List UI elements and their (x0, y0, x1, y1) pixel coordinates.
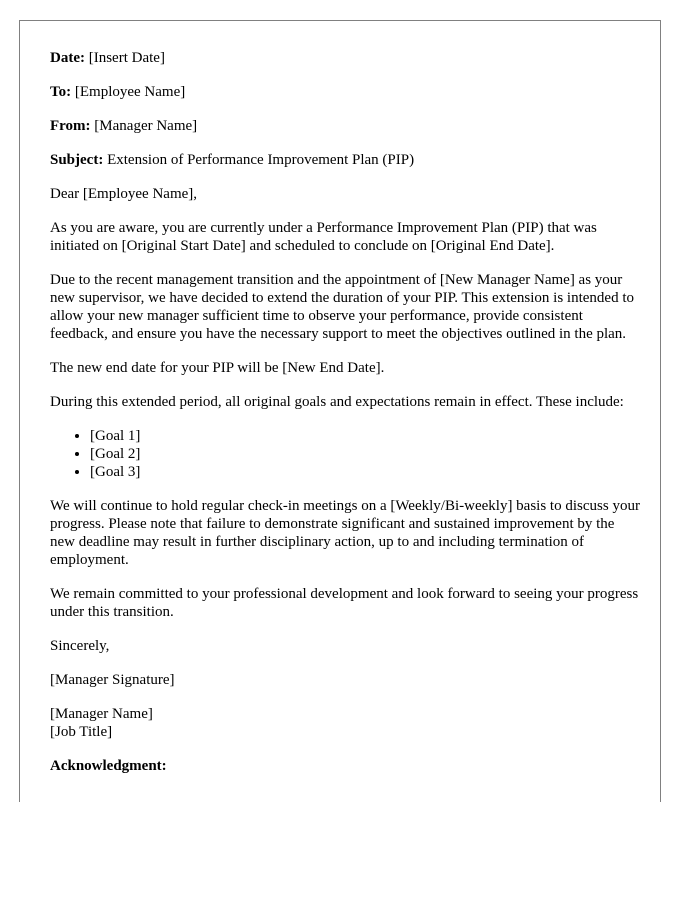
letter-content (50, 49, 642, 791)
paragraph-check-ins: We will continue to hold regular check-in meetings on a [Weekly/Bi-weekly] basis to discuss your progress. Please note that failure to demonstrate significant and sustained improvement by the new deadline may result in further disciplinary action, up to and including termination of employment. (50, 498, 640, 568)
subject-value: Extension of Performance Improvement Plan (PIP) (107, 152, 415, 168)
subject-label: Subject: (50, 152, 104, 168)
paragraph-new-end-date: The new end date for your PIP will be [New End Date]. (50, 360, 385, 376)
date-line (50, 49, 642, 67)
manager-name: [Manager Name] (50, 706, 153, 722)
acknowledgment-label: Acknowledgment: (50, 758, 167, 774)
paragraph-current-pip: As you are aware, you are currently under a Performance Improvement Plan (PIP) that was initiated on [Original Start Date] and scheduled to conclude on [Original End Date]. (50, 220, 597, 254)
paragraph-extension-reason: Due to the recent management transition and the appointment of [New Manager Name] as your new supervisor, we have decided to extend the duration of your PIP. This extension is intended to allow your new manager sufficient time to observe your performance, provide consistent feedback, and ensure you have the necessary support to meet the objectives outlined in the plan. (50, 272, 635, 342)
letter-page (19, 20, 661, 802)
job-title: [Job Title] (50, 724, 113, 740)
to-value: [Employee Name] (74, 84, 186, 100)
from-line (50, 117, 642, 135)
goals-list (50, 427, 642, 481)
list-item: • [Goal 1] (90, 427, 642, 445)
salutation: Dear [Employee Name], (50, 186, 198, 202)
paragraph-commitment: We remain committed to your professional development and look forward to seeing your progress under this transition. (50, 586, 639, 620)
from-value: [Manager Name] (94, 118, 198, 134)
from-label: From: (50, 118, 91, 134)
manager-details (50, 705, 642, 741)
to-label: To: (50, 84, 72, 100)
list-item: • [Goal 2] (90, 445, 642, 463)
list-item: • [Goal 3] (90, 463, 642, 481)
date-value: [Insert Date] (88, 50, 165, 66)
manager-signature: [Manager Signature] (50, 672, 175, 688)
paragraph-goals-intro: During this extended period, all original goals and expectations remain in effect. These include: (50, 394, 624, 410)
closing-sincerely: Sincerely, (50, 638, 110, 654)
date-label: Date: (50, 50, 85, 66)
to-line (50, 83, 642, 101)
acknowledgment-heading (50, 757, 642, 775)
subject-line (50, 151, 642, 169)
